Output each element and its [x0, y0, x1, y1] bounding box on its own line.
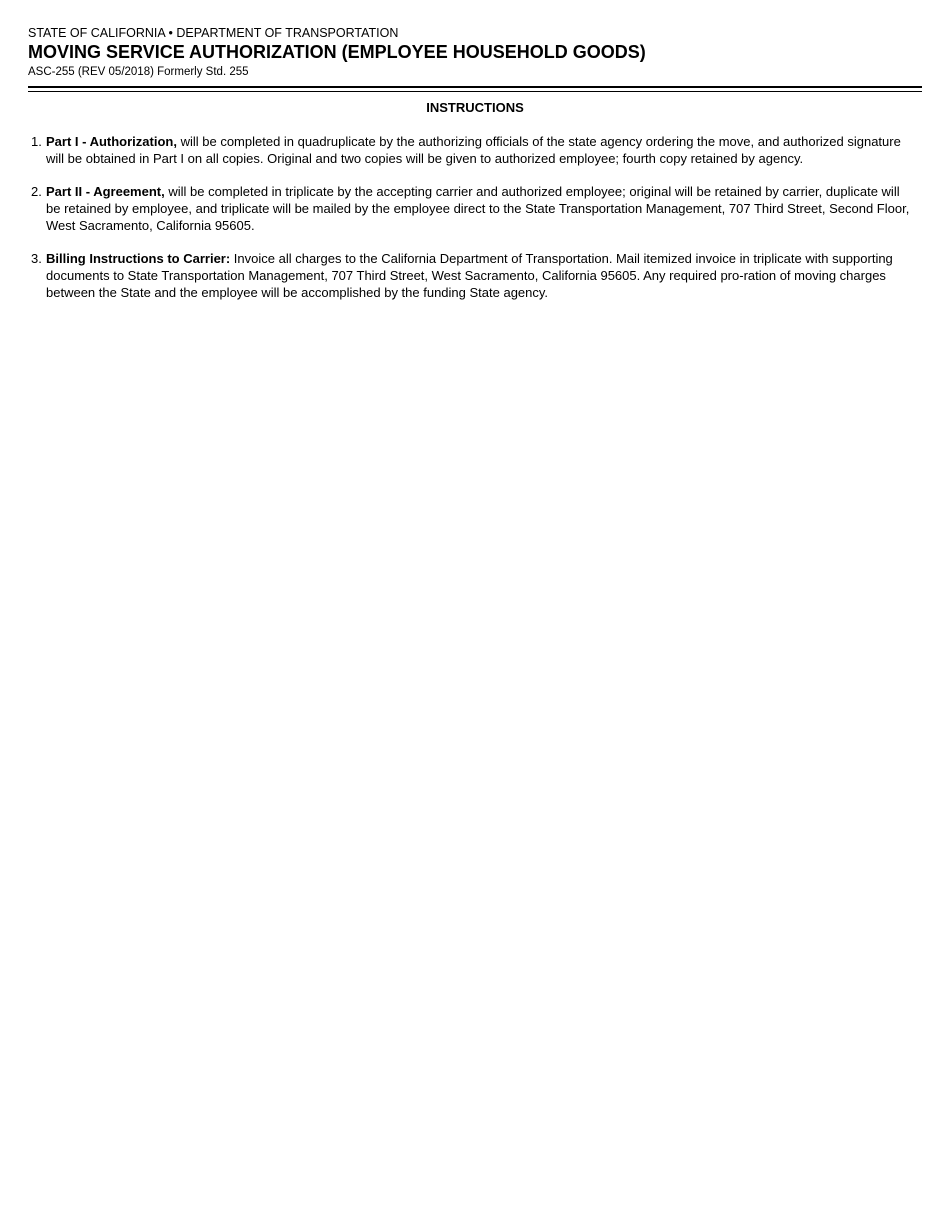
instruction-number: 2.: [31, 184, 42, 199]
instruction-lead: Part II - Agreement,: [46, 184, 165, 199]
instruction-lead: Part I - Authorization,: [46, 134, 177, 149]
instructions-heading: INSTRUCTIONS: [426, 100, 524, 115]
instruction-text: will be completed in quadruplicate by the authorizing officials of the state agency ordering the move, and authorized signature will be obtained in Part I on all copies. Original and two copies will be given to authorized employee; fourth copy retained by agency.: [46, 134, 901, 166]
agency-line: STATE OF CALIFORNIA • DEPARTMENT OF TRANSPORTATION: [28, 26, 399, 40]
instructions-list: [28, 133, 910, 317]
instruction-lead: Billing Instructions to Carrier:: [46, 251, 231, 266]
instruction-number: 1.: [31, 134, 42, 149]
instruction-text: will be completed in triplicate by the accepting carrier and authorized employee; original will be retained by carrier, duplicate will be retained by employee, and triplicate will be mailed by the employee direct to the State Transportation Management, 707 Third Street, Second Floor, West Sacramento, California 95605.: [46, 184, 910, 233]
form-id: ASC-255 (REV 05/2018) Formerly Std. 255: [28, 66, 249, 78]
instruction-item: [28, 133, 910, 167]
instruction-text: Invoice all charges to the California Department of Transportation. Mail itemized invoice in triplicate with supporting documents to State Transportation Management, 707 Third Street, West Sacramento, California 95605. Any required pro-ration of moving charges between the State and the employee will be accomplished by the funding State agency.: [46, 251, 893, 300]
instruction-number: 3.: [31, 251, 42, 266]
form-header: [28, 26, 922, 79]
instruction-item: [28, 250, 910, 301]
header-divider-thin: [28, 91, 922, 92]
header-divider-thick: [28, 86, 922, 88]
form-title: MOVING SERVICE AUTHORIZATION (EMPLOYEE HOUSEHOLD GOODS): [28, 42, 646, 62]
instruction-item: [28, 183, 910, 234]
